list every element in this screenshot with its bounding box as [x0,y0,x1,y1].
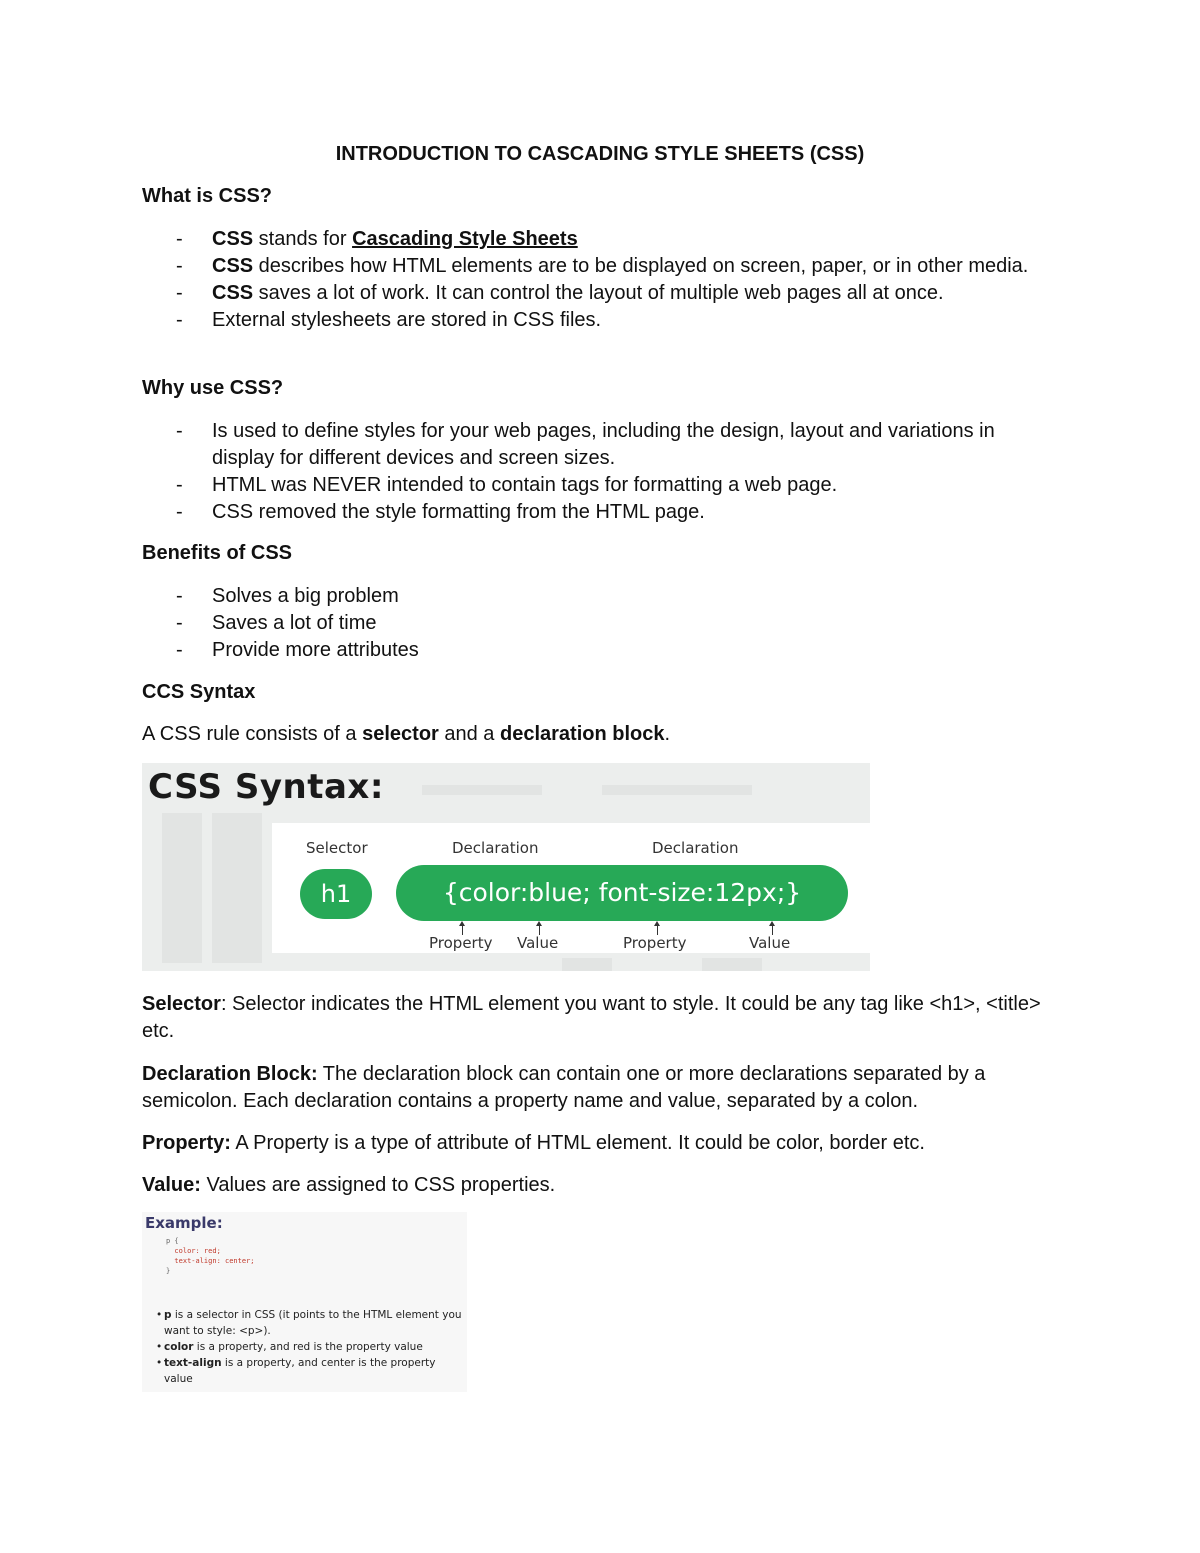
declaration-label-2: Declaration [652,839,739,857]
example-code: p { color: red; text-align: center; } [166,1237,255,1275]
css-syntax-figure [142,763,870,971]
example-note: • p is a selector in CSS (it points to the HTML element you want to style: <p>). [156,1309,462,1337]
example-figure [142,1212,467,1392]
property-label-2: Property [623,934,687,952]
selector-pill: h1 [300,869,372,919]
list-item: - External stylesheets are stored in CSS files. [176,309,602,331]
page-title: INTRODUCTION TO CASCADING STYLE SHEETS (CSS) [335,143,865,165]
list-item: - Saves a lot of time [176,612,377,634]
selector-definition: Selector: Selector indicates the HTML element you want to style. It could be any tag like <h1>, <title> etc. [142,993,1041,1042]
why-use-css-list [142,418,1062,526]
list-item: - HTML was NEVER intended to contain tags for formatting a web page. [176,474,838,496]
value-definition: Value: Values are assigned to CSS properties. [142,1174,556,1196]
figure-title: CSS Syntax: [148,767,384,807]
selector-label: Selector [306,839,368,857]
list-item: - Provide more attributes [176,639,419,661]
property-definition: Property: A Property is a type of attribute of HTML element. It could be color, border etc. [142,1132,925,1154]
example-title: Example: [145,1214,223,1232]
declaration-pill: {color:blue; font-size:12px;} [396,865,848,921]
property-label-1: Property [429,934,493,952]
heading-why-use-css: Why use CSS? [142,377,284,399]
value-label-2: Value [749,934,791,952]
list-item: - CSS stands for Cascading Style Sheets [176,228,578,250]
syntax-rule-text: A CSS rule consists of a selector and a declaration block. [142,723,671,745]
heading-what-is-css: What is CSS? [142,185,273,207]
cascading-style-sheets-link: Cascading Style Sheets [352,228,578,250]
list-item: - Is used to define styles for your web pages, including the design, layout and variations in display for different devices and screen sizes. [176,420,995,469]
heading-syntax: CCS Syntax [142,681,256,703]
benefits-list [142,583,1072,664]
value-label-1: Value [517,934,559,952]
example-notes [156,1307,464,1387]
list-item: - CSS removed the style formatting from the HTML page. [176,501,705,523]
declaration-label-1: Declaration [452,839,539,857]
declaration-block-definition: Declaration Block: The declaration block can contain one or more declarations separated by a semicolon. Each declaration contains a property name and value, separated by a colon. [142,1063,986,1112]
list-item: - CSS saves a lot of work. It can control the layout of multiple web pages all at once. [176,282,944,304]
heading-benefits: Benefits of CSS [142,542,293,564]
list-item: - CSS describes how HTML elements are to be displayed on screen, paper, or in other media. [176,255,1029,277]
example-note: • text-align is a property, and center is the property value [156,1357,436,1385]
what-is-css-list [142,226,1072,334]
example-note: • color is a property, and red is the property value [156,1341,423,1353]
list-item: - Solves a big problem [176,585,399,607]
